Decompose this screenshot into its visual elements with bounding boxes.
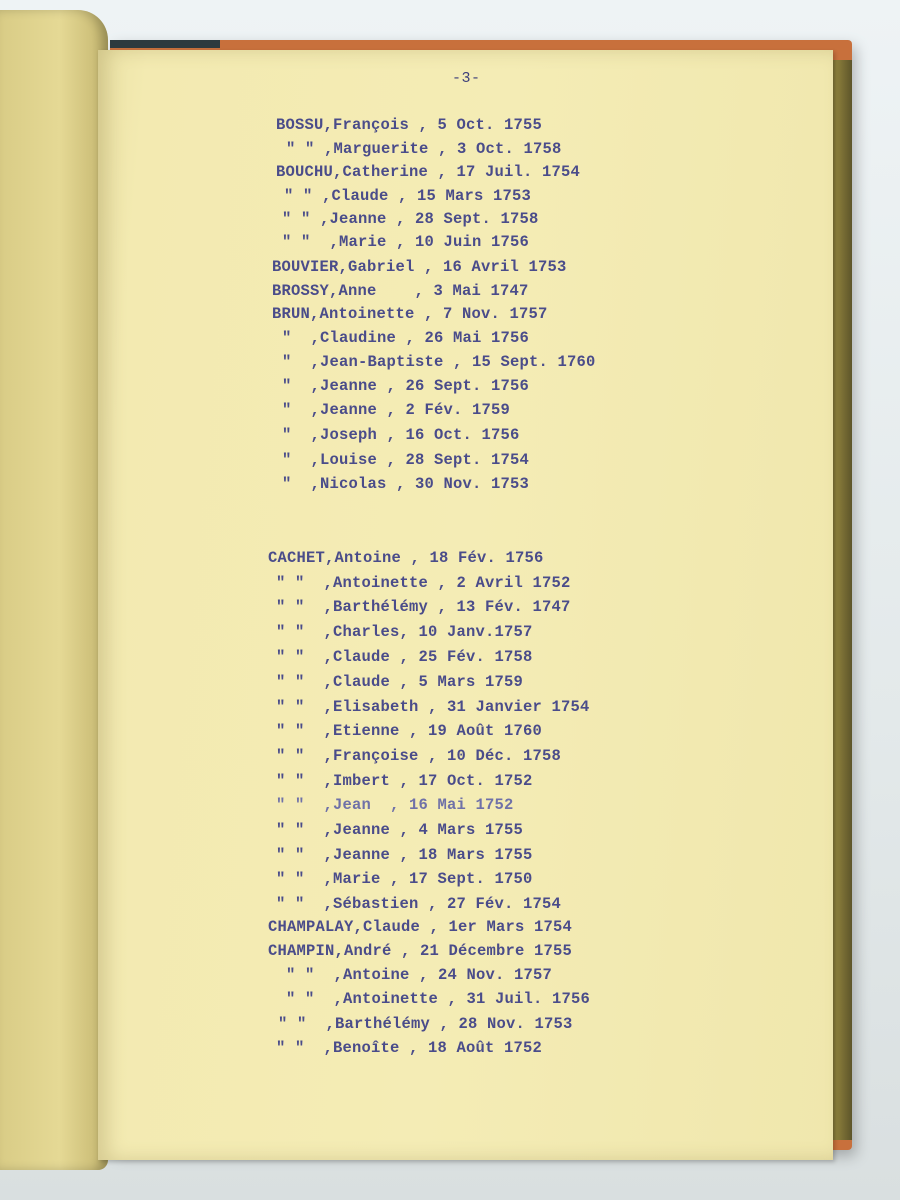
list-item: " ,Jean-Baptiste , 15 Sept. 1760 — [282, 353, 596, 371]
list-item: " ,Louise , 28 Sept. 1754 — [282, 451, 530, 469]
list-item: " " ,Sébastien , 27 Fév. 1754 — [276, 895, 562, 913]
list-item: " " ,Antoine , 24 Nov. 1757 — [286, 966, 553, 984]
list-item: CACHET,Antoine , 18 Fév. 1756 — [268, 549, 544, 567]
list-item: " " ,Imbert , 17 Oct. 1752 — [276, 772, 533, 790]
list-item: BROSSY,Anne , 3 Mai 1747 — [272, 282, 529, 300]
list-item: " " ,Jeanne , 28 Sept. 1758 — [282, 210, 539, 228]
list-item: " ,Nicolas , 30 Nov. 1753 — [282, 475, 530, 493]
list-item: " ,Jeanne , 2 Fév. 1759 — [282, 401, 511, 419]
list-item: " " ,Etienne , 19 Août 1760 — [276, 722, 543, 740]
list-item: BRUN,Antoinette , 7 Nov. 1757 — [272, 305, 548, 323]
list-item: " " ,Jean , 16 Mai 1752 — [276, 796, 514, 814]
list-item: BOSSU,François , 5 Oct. 1755 — [276, 116, 543, 134]
list-item: " ,Claudine , 26 Mai 1756 — [282, 329, 530, 347]
list-item: CHAMPIN,André , 21 Décembre 1755 — [268, 942, 573, 960]
list-item: " " ,Françoise , 10 Déc. 1758 — [276, 747, 562, 765]
list-item: " ,Jeanne , 26 Sept. 1756 — [282, 377, 530, 395]
list-item: " " ,Marie , 17 Sept. 1750 — [276, 870, 533, 888]
list-item: " " ,Jeanne , 18 Mars 1755 — [276, 846, 533, 864]
list-item: " " ,Jeanne , 4 Mars 1755 — [276, 821, 524, 839]
list-item: " " ,Marie , 10 Juin 1756 — [282, 233, 530, 251]
list-item: " " ,Claude , 5 Mars 1759 — [276, 673, 524, 691]
list-item: " " ,Barthélémy , 13 Fév. 1747 — [276, 598, 571, 616]
page-number: -3- — [452, 70, 481, 87]
list-item: BOUVIER,Gabriel , 16 Avril 1753 — [272, 258, 567, 276]
list-item: " ,Joseph , 16 Oct. 1756 — [282, 426, 520, 444]
list-item: " " ,Benoîte , 18 Août 1752 — [276, 1039, 543, 1057]
cover-edge — [110, 40, 220, 48]
list-item: BOUCHU,Catherine , 17 Juil. 1754 — [276, 163, 581, 181]
list-item: " " ,Claude , 15 Mars 1753 — [284, 187, 532, 205]
list-item: " " ,Claude , 25 Fév. 1758 — [276, 648, 533, 666]
list-item: " " ,Antoinette , 2 Avril 1752 — [276, 574, 571, 592]
left-page-curl — [0, 10, 108, 1170]
list-item: " " ,Marguerite , 3 Oct. 1758 — [286, 140, 562, 158]
list-item: " " ,Charles, 10 Janv.1757 — [276, 623, 533, 641]
list-item: CHAMPALAY,Claude , 1er Mars 1754 — [268, 918, 573, 936]
list-item: " " ,Elisabeth , 31 Janvier 1754 — [276, 698, 590, 716]
list-item: " " ,Barthélémy , 28 Nov. 1753 — [278, 1015, 573, 1033]
list-item: " " ,Antoinette , 31 Juil. 1756 — [286, 990, 591, 1008]
